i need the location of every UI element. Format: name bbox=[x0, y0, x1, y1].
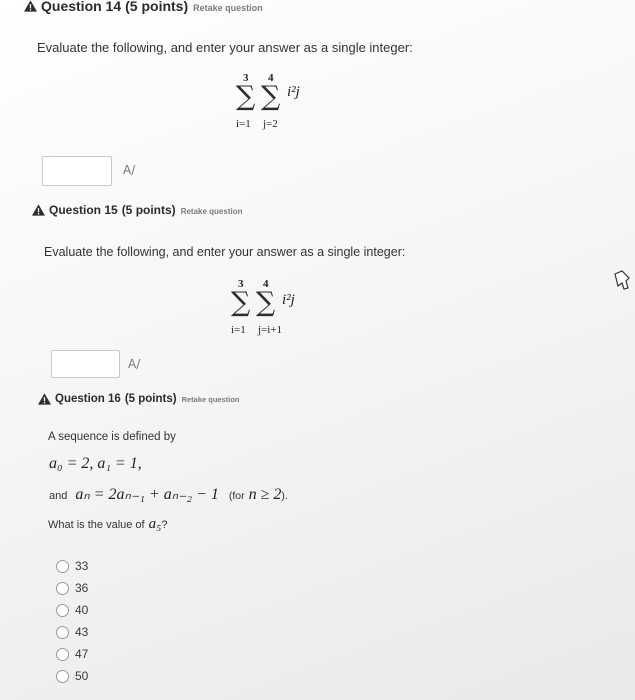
answer-option-label: 40 bbox=[75, 603, 89, 617]
q16-intro: A sequence is defined by bbox=[48, 431, 176, 443]
q15-inner-lower: j=i+1 bbox=[258, 324, 283, 336]
q14-points: (5 points) bbox=[125, 0, 189, 14]
q14-term: i²j bbox=[287, 84, 300, 100]
answer-option[interactable] bbox=[56, 665, 88, 687]
q15-prompt: Evaluate the following, and enter your answer as a single integer: bbox=[44, 245, 406, 259]
answer-option[interactable] bbox=[56, 643, 88, 665]
q16-condition-suffix: ). bbox=[281, 490, 288, 502]
radio-button[interactable] bbox=[56, 560, 69, 573]
q15-inner-sigma: ∑ bbox=[256, 287, 276, 318]
q16-question-var: a₅ bbox=[148, 516, 162, 532]
answer-option-label: 33 bbox=[75, 559, 89, 573]
q14-formula bbox=[230, 72, 350, 142]
radio-button[interactable] bbox=[56, 648, 69, 661]
answer-option[interactable] bbox=[56, 577, 88, 599]
q16-question bbox=[48, 516, 167, 533]
q14-inner-lower: j=2 bbox=[263, 118, 278, 130]
q16-recurrence-line bbox=[49, 484, 288, 504]
q15-outer-sigma: ∑ bbox=[231, 287, 251, 318]
q14-title: Question 14 bbox=[41, 0, 122, 14]
answer-option-label: 50 bbox=[75, 669, 89, 683]
answer-option[interactable] bbox=[56, 621, 88, 643]
q16-initial-conditions: a₀ = 2, a₁ = 1, bbox=[49, 455, 142, 472]
q16-question-prefix: What is the value of bbox=[48, 519, 145, 531]
q14-inner-upper: 4 bbox=[268, 72, 274, 84]
radio-button[interactable] bbox=[56, 626, 69, 639]
q15-title: Question 15 bbox=[49, 203, 118, 217]
q15-header bbox=[32, 203, 242, 217]
answer-option[interactable] bbox=[56, 599, 88, 621]
symbol-input-icon[interactable]: A/ bbox=[123, 163, 136, 177]
q15-outer-upper: 3 bbox=[238, 278, 244, 290]
answer-option-label: 36 bbox=[75, 581, 89, 595]
q14-answer-input[interactable] bbox=[42, 156, 112, 186]
answer-option[interactable] bbox=[56, 555, 88, 577]
cursor-icon bbox=[613, 270, 631, 292]
q16-condition: n ≥ 2 bbox=[248, 486, 282, 503]
q15-retake-link[interactable]: Retake question bbox=[180, 207, 243, 216]
answer-option-label: 47 bbox=[75, 647, 89, 661]
q16-title: Question 16 bbox=[55, 393, 121, 405]
q16-options bbox=[56, 555, 88, 687]
q15-inner-upper: 4 bbox=[263, 278, 269, 290]
q14-outer-lower: i=1 bbox=[236, 118, 251, 130]
q14-header bbox=[24, 0, 263, 14]
q16-condition-prefix: (for bbox=[228, 490, 245, 502]
warning-icon bbox=[38, 393, 51, 405]
q16-points: (5 points) bbox=[124, 393, 177, 405]
warning-icon bbox=[32, 204, 45, 216]
q15-answer-input[interactable] bbox=[51, 350, 120, 378]
radio-button[interactable] bbox=[56, 604, 69, 617]
q16-recurrence: aₙ = 2aₙ₋₁ + aₙ₋₂ − 1 bbox=[75, 486, 219, 503]
q14-outer-upper: 3 bbox=[243, 72, 249, 84]
q15-outer-lower: i=1 bbox=[231, 324, 246, 336]
q16-retake-link[interactable]: Retake question bbox=[181, 395, 240, 404]
q15-term: i²j bbox=[282, 292, 295, 308]
symbol-input-icon[interactable]: A/ bbox=[128, 357, 141, 371]
radio-button[interactable] bbox=[56, 582, 69, 595]
q14-retake-link[interactable]: Retake question bbox=[193, 3, 263, 13]
q15-points: (5 points) bbox=[121, 203, 176, 217]
q16-header bbox=[38, 393, 240, 405]
q15-formula bbox=[225, 278, 345, 348]
q16-and: and bbox=[49, 490, 68, 502]
warning-icon bbox=[24, 0, 37, 12]
q16-question-suffix: ? bbox=[161, 519, 168, 531]
q14-prompt: Evaluate the following, and enter your answer as a single integer: bbox=[37, 40, 413, 55]
radio-button[interactable] bbox=[56, 670, 69, 683]
q14-outer-sigma: ∑ bbox=[236, 81, 256, 112]
q14-inner-sigma: ∑ bbox=[261, 81, 281, 112]
answer-option-label: 43 bbox=[75, 625, 89, 639]
